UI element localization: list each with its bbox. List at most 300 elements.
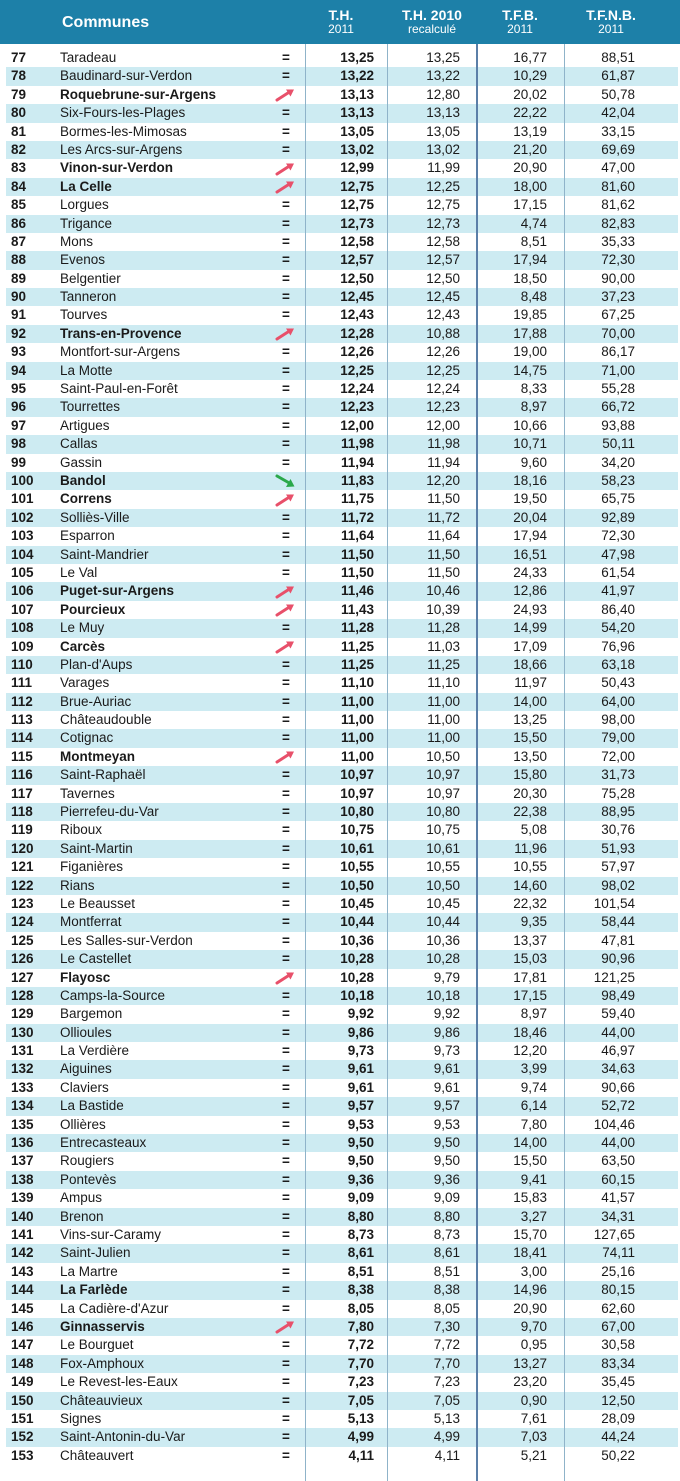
row-tfnb-2011: 51,93 [601,840,635,856]
row-th-2010: 10,39 [426,601,460,617]
row-tfb-2011: 22,38 [513,804,547,820]
row-trend: = [282,1227,290,1242]
row-rank: 148 [11,1355,34,1371]
row-tfb-2011: 9,35 [520,914,547,930]
row-tfb-2011: 14,60 [513,877,547,893]
row-trend [261,1318,311,1336]
row-rank: 150 [11,1392,34,1408]
row-th-2011: 12,28 [340,325,374,341]
row-rank: 143 [11,1263,34,1279]
row-trend: = [282,1061,290,1077]
row-tfb-2011: 20,02 [513,86,547,102]
table-row [6,1189,678,1207]
row-tfb-2011: 14,99 [513,620,547,636]
row-rank: 153 [11,1447,34,1463]
row-th-2010: 12,25 [426,362,460,378]
row-tfb-2011: 9,70 [520,1318,547,1334]
row-commune-name: Riboux [60,822,103,838]
row-tfb-2011: 8,51 [520,233,547,249]
row-commune-name: Brue-Auriac [60,693,132,709]
row-commune-name: Belgentier [60,270,121,286]
row-tfb-2011: 8,33 [520,381,547,397]
row-tfnb-2011: 50,11 [602,436,635,452]
row-commune-name: Le Val [60,564,98,580]
row-tfb-2011: 5,08 [520,822,547,838]
row-rank: 84 [11,178,27,194]
row-tfb-2011: 4,74 [520,215,547,231]
row-trend: = [282,546,290,562]
row-tfb-2011: 13,27 [513,1355,547,1371]
row-tfnb-2011: 71,00 [601,362,635,378]
row-tfb-2011: 8,97 [520,399,547,415]
row-trend [261,601,311,619]
row-th-2011: 9,36 [347,1171,374,1187]
row-tfb-2011: 17,15 [513,987,547,1003]
row-commune-name: Pourcieux [60,601,126,617]
row-tfnb-2011: 98,02 [601,877,635,893]
row-tfnb-2011: 75,28 [601,785,635,801]
table-row [6,306,678,324]
row-tfnb-2011: 72,00 [601,748,635,764]
row-tfb-2011: 18,50 [513,270,547,286]
row-trend: = [282,932,290,948]
row-th-2011: 11,50 [340,546,374,562]
row-rank: 127 [11,969,34,985]
row-rank: 112 [11,693,33,709]
row-commune-name: Saint-Antonin-du-Var [60,1429,186,1445]
table-row [6,895,678,913]
row-tfnb-2011: 79,00 [601,730,635,746]
row-commune-name: Rians [60,877,95,893]
row-trend [261,178,311,196]
row-commune-name: Evenos [60,252,106,268]
table-row [6,582,678,600]
row-th-2011: 10,44 [340,914,374,930]
row-tfnb-2011: 93,88 [601,417,635,433]
row-th-2010: 8,51 [433,1263,460,1279]
row-th-2010: 11,50 [427,564,460,580]
row-tfnb-2011: 66,72 [601,399,635,415]
row-commune-name: Figanières [60,859,124,875]
row-th-2011: 8,61 [347,1245,374,1261]
row-trend: = [282,1190,290,1206]
row-tfb-2011: 21,20 [513,141,547,157]
table-row [6,840,678,858]
row-commune-name: La Martre [60,1263,118,1279]
row-tfb-2011: 19,85 [513,307,547,323]
row-tfb-2011: 11,96 [514,840,547,856]
row-rank: 101 [11,491,34,507]
row-th-2010: 12,45 [426,289,460,305]
table-row [6,693,678,711]
row-commune-name: La Cadière-d'Azur [60,1300,169,1316]
row-th-2010: 11,25 [427,656,460,672]
row-tfb-2011: 11,97 [514,675,547,691]
row-trend: = [282,1153,290,1169]
row-tfb-2011: 10,29 [513,68,547,84]
table-row [6,159,678,177]
row-trend: = [282,417,290,433]
row-tfb-2011: 10,66 [513,417,547,433]
row-trend: = [282,656,290,672]
row-commune-name: Entrecasteaux [60,1135,147,1151]
trend-up-icon [275,162,297,176]
row-tfnb-2011: 42,04 [601,105,635,121]
row-th-2010: 12,25 [426,178,460,194]
row-th-2010: 9,79 [433,969,460,985]
table-row [6,343,678,361]
row-commune-name: Puget-sur-Argens [60,583,175,599]
row-th-2011: 11,00 [340,712,374,728]
row-commune-name: Brenon [60,1208,104,1224]
row-th-2010: 12,00 [426,417,460,433]
row-th-2011: 9,61 [347,1079,374,1095]
row-tfb-2011: 13,37 [513,932,547,948]
row-tfnb-2011: 59,40 [601,1006,635,1022]
row-rank: 151 [11,1410,34,1426]
row-rank: 115 [11,748,33,764]
trend-up-icon [275,971,297,985]
trend-up-icon [275,603,297,617]
row-trend: = [282,1079,290,1095]
row-tfnb-2011: 35,45 [601,1374,635,1390]
trend-up-icon [275,640,297,654]
row-th-2011: 12,45 [340,289,374,305]
row-commune-name: Mons [60,233,94,249]
row-tfnb-2011: 47,81 [601,932,635,948]
row-th-2011: 10,36 [340,932,374,948]
row-tfb-2011: 7,61 [520,1410,547,1426]
row-rank: 139 [11,1190,34,1206]
row-th-2011: 11,00 [340,730,374,746]
row-th-2011: 11,46 [340,583,374,599]
row-th-2011: 9,09 [347,1190,374,1206]
row-tfb-2011: 18,16 [513,472,547,488]
row-th-2010: 10,97 [426,767,460,783]
row-commune-name: Claviers [60,1079,109,1095]
column-divider [387,44,388,1481]
row-trend [261,86,311,104]
row-tfnb-2011: 63,50 [601,1153,635,1169]
row-trend: = [282,1116,290,1132]
row-commune-name: Châteauvieux [60,1392,143,1408]
row-rank: 82 [11,141,27,157]
row-th-2010: 12,26 [426,344,460,360]
row-tfb-2011: 17,09 [513,638,547,654]
row-rank: 95 [11,381,27,397]
row-th-2011: 11,43 [340,601,374,617]
row-commune-name: La Motte [60,362,113,378]
row-tfb-2011: 20,30 [513,785,547,801]
row-th-2011: 12,73 [340,215,374,231]
table-row [6,1355,678,1373]
row-commune-name: Aiguines [60,1061,112,1077]
table-row [6,1281,678,1299]
table-row [6,123,678,141]
row-th-2010: 9,36 [433,1171,460,1187]
table-row [6,785,678,803]
row-commune-name: Ollioules [60,1024,112,1040]
column-divider [564,44,565,1481]
table-row [6,1428,678,1446]
row-tfnb-2011: 60,15 [601,1171,635,1187]
row-tfnb-2011: 61,54 [601,564,635,580]
row-trend: = [282,1043,290,1059]
row-tfnb-2011: 65,75 [601,491,635,507]
row-trend: = [282,859,290,875]
row-commune-name: Tanneron [60,289,117,305]
row-commune-name: Les Salles-sur-Verdon [60,932,193,948]
row-th-2010: 13,02 [426,141,460,157]
row-trend: = [282,362,290,378]
row-tfb-2011: 18,46 [513,1024,547,1040]
header-th-2011: T.H. 2011 [328,7,354,36]
row-trend: = [282,914,290,930]
row-th-2011: 7,80 [347,1318,374,1334]
row-th-2010: 7,23 [433,1374,460,1390]
row-th-2011: 4,11 [348,1447,374,1463]
row-commune-name: Le Bourguet [60,1337,134,1353]
row-trend: = [282,951,290,967]
row-tfb-2011: 24,93 [513,601,547,617]
row-trend: = [282,804,290,820]
row-th-2010: 10,46 [426,583,460,599]
row-trend [261,582,311,600]
row-th-2010: 12,24 [426,381,460,397]
row-th-2011: 11,72 [340,509,374,525]
table-row [6,1116,678,1134]
row-tfb-2011: 15,80 [513,767,547,783]
row-tfb-2011: 3,27 [520,1208,547,1224]
table-header [0,0,680,44]
row-tfb-2011: 16,51 [513,546,547,562]
row-tfnb-2011: 90,96 [601,951,635,967]
row-rank: 86 [11,215,27,231]
row-rank: 98 [11,436,27,452]
table-row [6,877,678,895]
table-row [6,638,678,656]
row-tfnb-2011: 33,15 [601,123,635,139]
row-th-2010: 11,10 [427,675,460,691]
row-rank: 119 [11,822,33,838]
row-tfnb-2011: 82,83 [601,215,635,231]
row-rank: 126 [11,951,34,967]
row-trend [261,490,311,508]
row-commune-name: Le Castellet [60,951,132,967]
row-tfnb-2011: 72,30 [601,252,635,268]
row-th-2010: 12,80 [426,86,460,102]
row-commune-name: Montfort-sur-Argens [60,344,181,360]
row-trend: = [282,987,290,1003]
row-tfb-2011: 12,86 [513,583,547,599]
row-tfb-2011: 20,90 [513,1300,547,1316]
row-th-2010: 11,94 [427,454,460,470]
row-th-2010: 8,73 [433,1227,460,1242]
row-rank: 80 [11,105,27,121]
row-commune-name: La Celle [60,178,112,194]
row-tfb-2011: 10,71 [513,436,547,452]
row-trend [261,472,311,490]
table-row [6,711,678,729]
row-commune-name: Saint-Paul-en-Forêt [60,381,178,397]
row-trend: = [282,1263,290,1279]
row-rank: 85 [11,197,27,213]
column-divider [305,44,306,1481]
row-commune-name: Ampus [60,1190,103,1206]
row-tfb-2011: 18,66 [513,656,547,672]
row-th-2011: 13,05 [340,123,374,139]
row-th-2011: 9,92 [347,1006,374,1022]
row-tfnb-2011: 70,00 [601,325,635,341]
row-commune-name: Le Revest-les-Eaux [60,1374,178,1390]
row-tfb-2011: 19,50 [513,491,547,507]
row-trend: = [282,1024,290,1040]
row-tfnb-2011: 57,97 [601,859,635,875]
row-tfnb-2011: 44,00 [601,1024,635,1040]
row-tfnb-2011: 90,66 [601,1079,635,1095]
row-tfnb-2011: 34,20 [601,454,635,470]
row-th-2010: 11,50 [427,546,460,562]
row-tfb-2011: 24,33 [513,564,547,580]
row-th-2010: 11,00 [427,730,460,746]
row-th-2011: 10,45 [340,895,374,911]
row-commune-name: Artigues [60,417,110,433]
row-tfb-2011: 18,41 [513,1245,547,1261]
row-tfnb-2011: 25,16 [601,1263,635,1279]
row-th-2011: 11,25 [340,656,374,672]
row-th-2010: 12,75 [426,197,460,213]
table-row [6,932,678,950]
row-rank: 83 [11,160,27,176]
row-th-2011: 11,75 [340,491,374,507]
row-th-2011: 7,05 [347,1392,374,1408]
row-th-2011: 9,50 [347,1135,374,1151]
row-th-2010: 10,36 [426,932,460,948]
row-th-2011: 5,13 [347,1410,374,1426]
table-row [6,748,678,766]
row-trend: = [282,564,290,580]
row-tfnb-2011: 72,30 [601,528,635,544]
row-th-2010: 10,18 [426,987,460,1003]
row-rank: 146 [11,1318,34,1334]
row-commune-name: Les Arcs-sur-Argens [60,141,183,157]
row-rank: 135 [11,1116,34,1132]
row-rank: 144 [11,1282,34,1298]
row-th-2010: 8,61 [433,1245,460,1261]
row-th-2010: 9,86 [433,1024,460,1040]
row-rank: 106 [11,583,34,599]
row-commune-name: Signes [60,1410,102,1426]
row-tfb-2011: 15,03 [513,951,547,967]
row-tfb-2011: 22,32 [513,895,547,911]
row-th-2011: 10,28 [340,951,374,967]
row-th-2011: 12,23 [340,399,374,415]
row-rank: 145 [11,1300,34,1316]
row-th-2010: 11,99 [427,160,460,176]
table-row [6,398,678,416]
row-rank: 118 [11,804,33,820]
row-th-2010: 7,05 [433,1392,460,1408]
table-row [6,987,678,1005]
row-th-2011: 9,50 [347,1153,374,1169]
row-tfb-2011: 7,80 [520,1116,547,1132]
row-th-2011: 11,83 [340,472,374,488]
row-tfnb-2011: 44,24 [601,1429,635,1445]
table-row [6,1134,678,1152]
row-trend: = [282,730,290,746]
row-commune-name: Châteaudouble [60,712,152,728]
row-th-2010: 10,61 [426,840,460,856]
table-row [6,1097,678,1115]
table-row [6,601,678,619]
row-th-2011: 10,97 [340,785,374,801]
row-tfb-2011: 0,90 [520,1392,547,1408]
row-th-2010: 12,43 [426,307,460,323]
row-th-2011: 9,57 [347,1098,374,1114]
table-row [6,950,678,968]
row-th-2011: 8,51 [347,1263,374,1279]
row-th-2010: 10,50 [426,877,460,893]
row-th-2010: 10,50 [426,748,460,764]
table-row [6,251,678,269]
row-tfnb-2011: 92,89 [601,509,635,525]
row-trend: = [282,123,290,139]
table-row [6,270,678,288]
row-tfb-2011: 17,88 [513,325,547,341]
row-th-2011: 4,99 [347,1429,374,1445]
row-tfnb-2011: 83,34 [601,1355,635,1371]
row-tfnb-2011: 98,00 [601,712,635,728]
table-row [6,656,678,674]
row-commune-name: Callas [60,436,98,452]
row-tfnb-2011: 74,11 [602,1245,635,1261]
row-tfnb-2011: 30,58 [601,1337,635,1353]
header-tfnb-2011: T.F.N.B. 2011 [586,7,636,36]
row-tfnb-2011: 61,87 [601,68,635,84]
row-trend: = [282,215,290,231]
row-tfnb-2011: 58,23 [601,472,635,488]
row-tfb-2011: 15,70 [513,1227,547,1242]
row-th-2010: 12,50 [426,270,460,286]
row-th-2010: 10,28 [426,951,460,967]
table-body [6,49,678,1465]
row-th-2010: 8,38 [433,1282,460,1298]
row-tfnb-2011: 47,00 [601,160,635,176]
row-tfnb-2011: 12,50 [601,1392,635,1408]
table-row [6,766,678,784]
row-trend [261,159,311,177]
row-trend: = [282,289,290,305]
row-commune-name: Six-Fours-les-Plages [60,105,186,121]
table-row [6,362,678,380]
row-commune-name: Saint-Raphaël [60,767,146,783]
row-th-2010: 13,25 [426,50,460,65]
row-tfb-2011: 8,97 [520,1006,547,1022]
row-th-2010: 7,30 [433,1318,460,1334]
row-th-2011: 9,73 [347,1043,374,1059]
table-row [6,619,678,637]
table-row [6,1005,678,1023]
row-trend: = [282,1410,290,1426]
row-commune-name: La Farlède [60,1282,128,1298]
table-row [6,472,678,490]
row-trend: = [282,1282,290,1298]
row-trend: = [282,1337,290,1353]
row-th-2010: 12,57 [426,252,460,268]
row-th-2010: 10,75 [426,822,460,838]
row-tfb-2011: 17,94 [513,528,547,544]
row-tfb-2011: 7,03 [520,1429,547,1445]
